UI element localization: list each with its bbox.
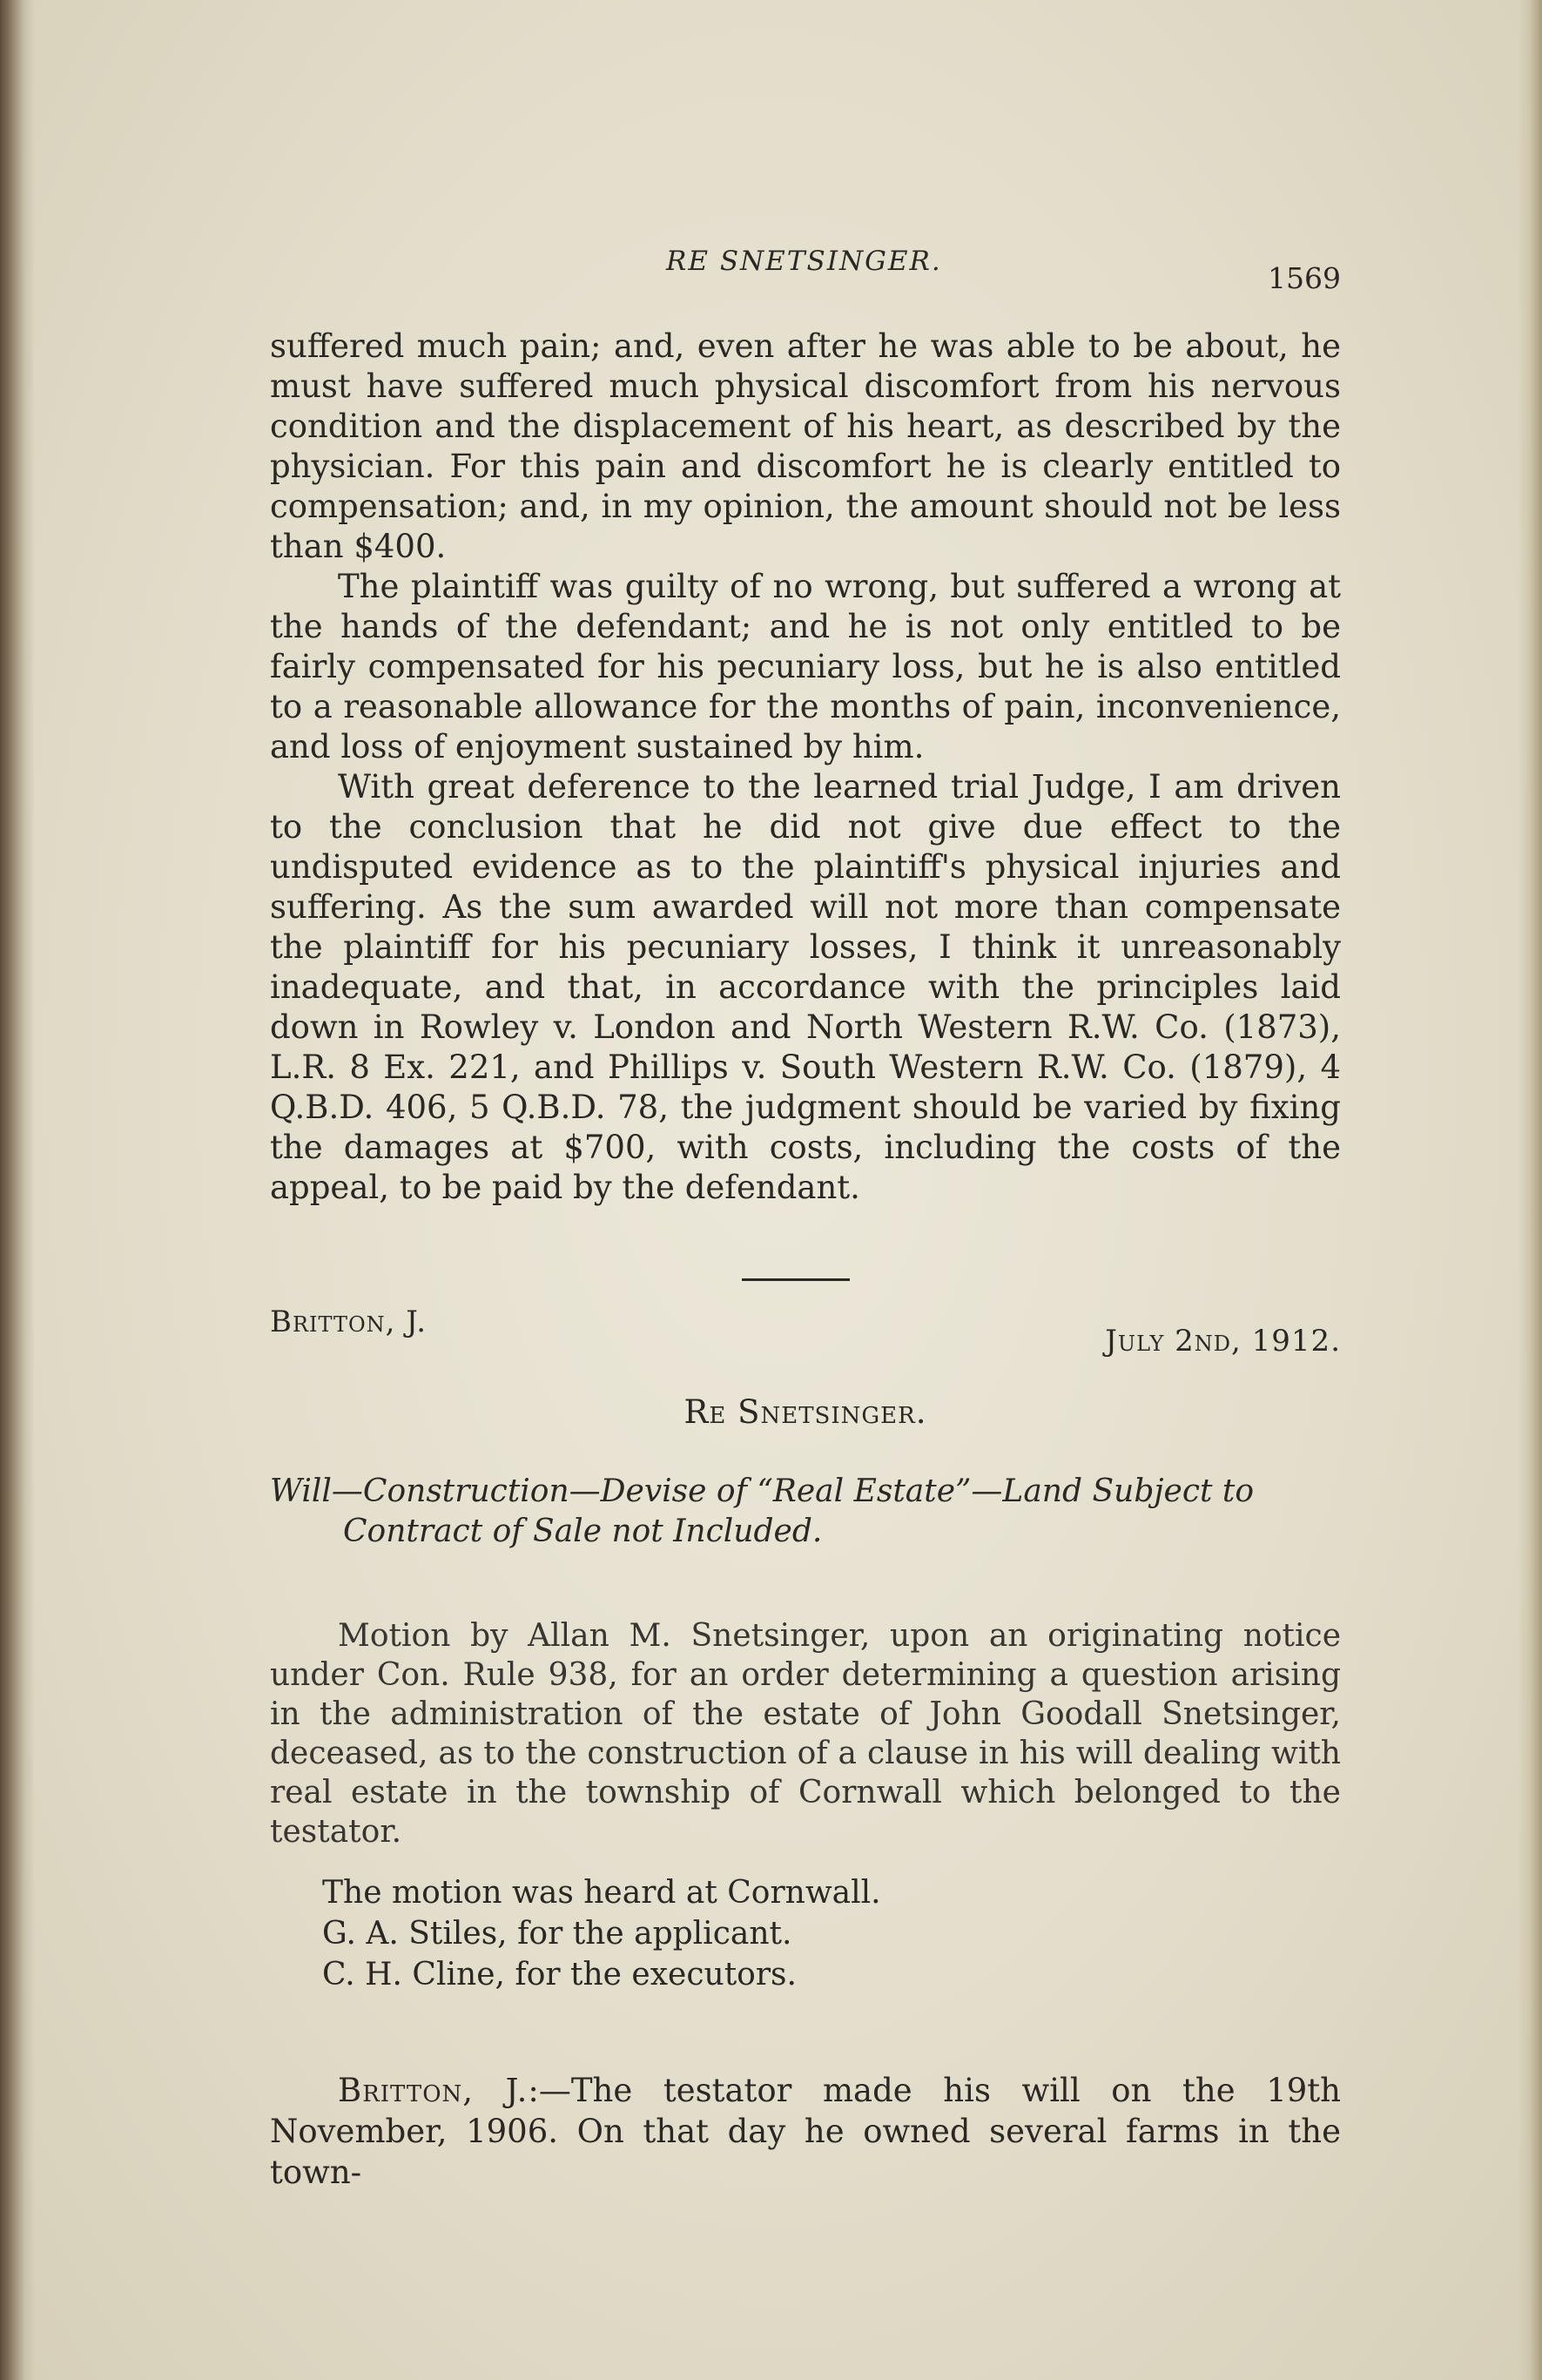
page-header <box>270 235 1341 296</box>
hearing-details <box>322 1872 1280 1995</box>
hearing-line: G. A. Stiles, for the applicant. <box>322 1916 792 1952</box>
hearing-line: C. H. Cline, for the executors. <box>322 1957 797 1992</box>
headnote-line: Contract of Sale not Included. <box>343 1514 823 1549</box>
case-title: Re Snetsinger. <box>683 1393 927 1431</box>
judgment-continuation <box>270 327 1341 1208</box>
section-divider <box>742 1278 850 1281</box>
headnote <box>270 1472 1341 1552</box>
paragraph: The plaintiff was guilty of no wrong, but suffered a wrong at the hands of the defendant; and he is not only entitled to be fairly compensated for his pecuniary loss, but he is also entitled to a reasonable allowance for the months of pain, inconvenience, and loss of enjoyment sustained by him. <box>270 568 1341 765</box>
opening-judge-name: Britton, J. <box>338 2072 529 2109</box>
paragraph: suffered much pain; and, even after he was able to be about, he must have suffered much physical discomfort from his nervous condition and the displacement of his heart, as described by the physician. For this pain and discomfort he is clearly entitled to compensation; and, in my opinion, the amount should not be less than $400. <box>270 327 1341 565</box>
book-spine-shadow <box>0 0 35 2380</box>
paragraph: With great deference to the learned trial Judge, I am driven to the conclusion that he did not give due effect to the undisputed evidence as to the plaintiff's physical injuries and suffering. As the sum awarded will not more than compensate the plaintiff for his pecuniary losses, I think it unreasonably inadequate, and that, in accordance with the principles laid down in Rowley v. London and North Western R.W. Co. (1873), L.R. 8 Ex. 221, and Phillips v. South Western R.W. Co. (1879), 4 Q.B.D. 406, 5 Q.B.D. 78, the judgment should be varied by fixing the damages at $700, with costs, including the costs of the appeal, to be paid by the defendant. <box>270 768 1341 1206</box>
case-byline <box>270 1305 1341 1357</box>
hearing-line: The motion was heard at Cornwall. <box>322 1875 881 1911</box>
page-number: 1569 <box>1268 261 1341 295</box>
motion-paragraph: Motion by Allan M. Snetsinger, upon an originating notice under Con. Rule 938, for an order determining a question arising in the administration of the estate of John Goodall Snetsinger, deceased, as to the construction of a clause in his will dealing with real estate in the township of Cornwall which belonged to the testator. <box>270 1618 1341 1850</box>
opening-paragraph <box>270 2070 1341 2193</box>
page-edge-shadow <box>1518 0 1542 2380</box>
judgment-date: July 2nd, 1912. <box>1105 1324 1341 1359</box>
running-title: RE SNETSINGER. <box>666 246 942 277</box>
opening-text: :—The testator made his will on the 19th November, 1906. On that day he owned several farms in the town- <box>270 2072 1341 2191</box>
judge-name: Britton, J. <box>270 1305 428 1339</box>
headnote-line: Will—Construction—Devise of “Real Estate”—Land Subject to <box>270 1473 1255 1509</box>
